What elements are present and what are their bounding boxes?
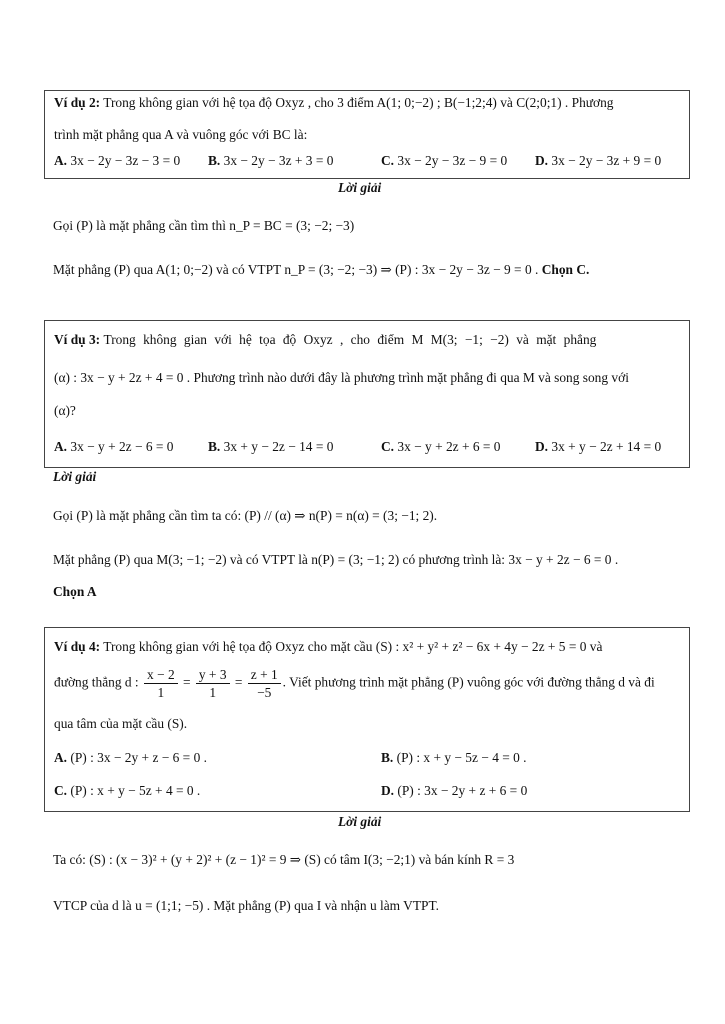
example-4-option-d: D. (P) : 3x − 2y + z + 6 = 0 [381, 783, 528, 798]
example-2-option-d: D. 3x − 2y − 3z + 9 = 0 [535, 153, 662, 168]
example-4-solution-line-2: VTCP của d là u = (1;1; −5) . Mặt phẳng (P) qua I và nhận u làm VTPT. [53, 898, 440, 913]
example-2-label: Ví dụ 2: [54, 95, 101, 110]
fraction-z: $\frac{z + 1}{-5}$ [248, 666, 281, 701]
example-4-line-1: Ví dụ 4: Trong không gian với hệ tọa độ Oxyz cho mặt cầu (S) : x² + y² + z² − 6x + 4y − 2z + 5 = 0 và [54, 639, 603, 654]
example-4-option-c: C. (P) : x + y − 5z + 4 = 0 . [54, 783, 201, 798]
example-2-option-b: B. 3x − 2y − 3z + 3 = 0 [208, 153, 334, 168]
example-4-label: Ví dụ 4: [54, 639, 101, 654]
example-4-line-2: đường thẳng d : $\frac{x - 2}{1}$ = $\frac{y + 3}{1}$ = $\frac{z + 1}{-5}$ . Viết phương trình mặt phẳng (P) vuông góc với đường thẳng d và đi [54, 667, 655, 700]
example-2-line-1: Ví dụ 2: Trong không gian với hệ tọa độ Oxyz , cho 3 điểm A(1; 0;−2) ; B(−1;2;4) và C(2;0;1) . Phương [54, 95, 614, 110]
example-3-answer: Chọn A [53, 584, 97, 599]
example-3-line-3: (α)? [54, 403, 76, 418]
fraction-y: $\frac{y + 3}{1}$ [196, 666, 230, 701]
example-4-solution-line-1: Ta có: (S) : (x − 3)² + (y + 2)² + (z − 1)² = 9 ⇒ (S) có tâm I(3; −2;1) và bán kính R = 3 [53, 852, 515, 867]
fraction-x: $\frac{x - 2}{1}$ [144, 666, 178, 701]
example-3-box [44, 320, 690, 468]
example-3-solution-line-2: Mặt phẳng (P) qua M(3; −1; −2) và có VTPT là n(P) = (3; −1; 2) có phương trình là: 3x − y + 2z − 6 = 0 . [53, 552, 619, 567]
example-4-option-b: B. (P) : x + y − 5z − 4 = 0 . [381, 750, 527, 765]
example-3-solution-title: Lời giải [53, 469, 97, 484]
example-2-solution-title: Lời giải [338, 180, 382, 195]
example-2-solution-line-2: Mặt phẳng (P) qua A(1; 0;−2) và có VTPT n_P = (3; −2; −3) ⇒ (P) : 3x − 2y − 3z − 9 = 0 . Chọn C. [53, 262, 590, 277]
example-3-option-c: C. 3x − y + 2z + 6 = 0 [381, 439, 501, 454]
example-2-line-2: trình mặt phẳng qua A và vuông góc với BC là: [54, 127, 308, 142]
example-4-box [44, 627, 690, 812]
example-3-solution-line-1: Gọi (P) là mặt phẳng cần tìm ta có: (P) // (α) ⇒ n(P) = n(α) = (3; −1; 2). [53, 508, 438, 523]
example-3-line-2: (α) : 3x − y + 2z + 4 = 0 . Phương trình nào dưới đây là phương trình mặt phẳng đi qua M và song song với [54, 370, 629, 385]
example-2-option-a: A. 3x − 2y − 3z − 3 = 0 [54, 153, 181, 168]
example-4-solution-title: Lời giải [338, 814, 382, 829]
example-4-line-3: qua tâm của mặt cầu (S). [54, 716, 188, 731]
example-4-option-a: A. (P) : 3x − 2y + z − 6 = 0 . [54, 750, 207, 765]
example-3-option-b: B. 3x + y − 2z − 14 = 0 [208, 439, 334, 454]
example-3-option-a: A. 3x − y + 2z − 6 = 0 [54, 439, 174, 454]
example-3-option-d: D. 3x + y − 2z + 14 = 0 [535, 439, 662, 454]
example-2-answer: Chọn C. [541, 262, 590, 277]
example-3-label: Ví dụ 3: [54, 332, 101, 347]
example-2-box [44, 90, 690, 179]
example-2-option-c: C. 3x − 2y − 3z − 9 = 0 [381, 153, 508, 168]
example-3-line-1: Ví dụ 3: Trong không gian với hệ tọa độ Oxyz , cho điểm M M(3; −1; −2) và mặt phẳng [54, 332, 597, 347]
example-2-solution-line-1: Gọi (P) là mặt phẳng cần tìm thì n_P = BC = (3; −2; −3) [53, 218, 355, 233]
